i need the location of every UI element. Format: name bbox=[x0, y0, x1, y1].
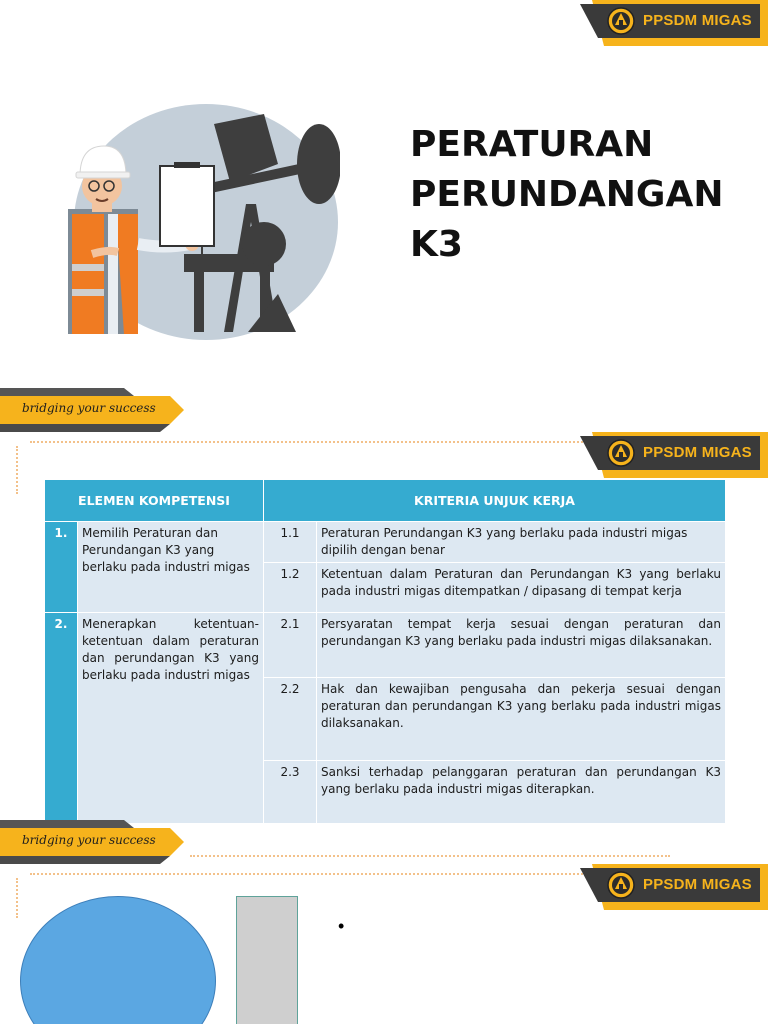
slide-title bbox=[0, 0, 768, 432]
dotted-frame-left bbox=[16, 878, 18, 918]
badge-label: PPSDM MIGAS bbox=[643, 876, 752, 893]
oil-worker-illustration bbox=[64, 104, 340, 340]
gray-rectangle-shape bbox=[236, 896, 298, 1024]
criteria-text: Hak dan kewajiban pengusaha dan pekerja sesuai dengan peraturan dan perundangan K3 yang berlaku pada industri migas dilaksanakan. bbox=[317, 678, 726, 761]
criteria-number: 2.2 bbox=[264, 678, 317, 761]
ppsdm-logo-icon bbox=[608, 872, 634, 898]
criteria-number: 2.3 bbox=[264, 761, 317, 824]
criteria-number: 1.2 bbox=[264, 563, 317, 613]
table-row bbox=[45, 613, 726, 678]
bullet-point: • bbox=[338, 916, 345, 936]
slide-diagram bbox=[0, 864, 768, 1024]
dotted-frame-left bbox=[16, 446, 18, 494]
competency-table bbox=[44, 479, 726, 824]
element-text: Menerapkan ketentuan-ketentuan dalam peraturan dan perundangan K3 yang berlaku pada industri migas bbox=[78, 613, 264, 824]
title-line: PERUNDANGAN bbox=[410, 174, 724, 215]
criteria-text: Persyaratan tempat kerja sesuai dengan peraturan dan perundangan K3 yang berlaku pada industri migas dilaksanakan. bbox=[317, 613, 726, 678]
tagline-ribbon bbox=[0, 818, 190, 864]
table-header-row bbox=[45, 480, 726, 522]
badge-label: PPSDM MIGAS bbox=[643, 12, 752, 29]
ppsdm-logo-icon bbox=[608, 8, 634, 34]
criteria-number: 2.1 bbox=[264, 613, 317, 678]
dotted-frame-bottom bbox=[190, 855, 670, 857]
badge-label: PPSDM MIGAS bbox=[643, 444, 752, 461]
ppsdm-logo-icon bbox=[608, 440, 634, 466]
header-kriteria-unjuk-kerja: KRITERIA UNJUK KERJA bbox=[264, 480, 726, 522]
ppsdm-migas-badge bbox=[580, 432, 768, 478]
dotted-frame-top bbox=[30, 873, 590, 875]
ppsdm-migas-badge bbox=[580, 0, 768, 46]
page-title bbox=[410, 120, 723, 270]
blue-circle-shape bbox=[20, 896, 216, 1024]
table-row bbox=[45, 522, 726, 563]
dotted-frame-top bbox=[30, 441, 590, 443]
element-text: Memilih Peraturan dan Perundangan K3 yang berlaku pada industri migas bbox=[78, 522, 264, 613]
criteria-text: Sanksi terhadap pelanggaran peraturan dan perundangan K3 yang berlaku pada industri migas diterapkan. bbox=[317, 761, 726, 824]
element-number: 2. bbox=[45, 613, 78, 824]
tagline-text: bridging your success bbox=[22, 833, 156, 847]
header-elemen-kompetensi: ELEMEN KOMPETENSI bbox=[45, 480, 264, 522]
criteria-text: Ketentuan dalam Peraturan dan Perundangan K3 yang berlaku pada industri migas ditempatkan / dipasang di tempat kerja bbox=[317, 563, 726, 613]
slide-competency-table bbox=[0, 432, 768, 864]
tagline-ribbon bbox=[0, 386, 190, 432]
title-line: PERATURAN bbox=[410, 124, 654, 165]
ppsdm-migas-badge bbox=[580, 864, 768, 910]
tagline-text: bridging your success bbox=[22, 401, 156, 415]
criteria-text: Peraturan Perundangan K3 yang berlaku pada industri migas dipilih dengan benar bbox=[317, 522, 726, 563]
element-number: 1. bbox=[45, 522, 78, 613]
criteria-number: 1.1 bbox=[264, 522, 317, 563]
title-line: K3 bbox=[410, 224, 463, 265]
